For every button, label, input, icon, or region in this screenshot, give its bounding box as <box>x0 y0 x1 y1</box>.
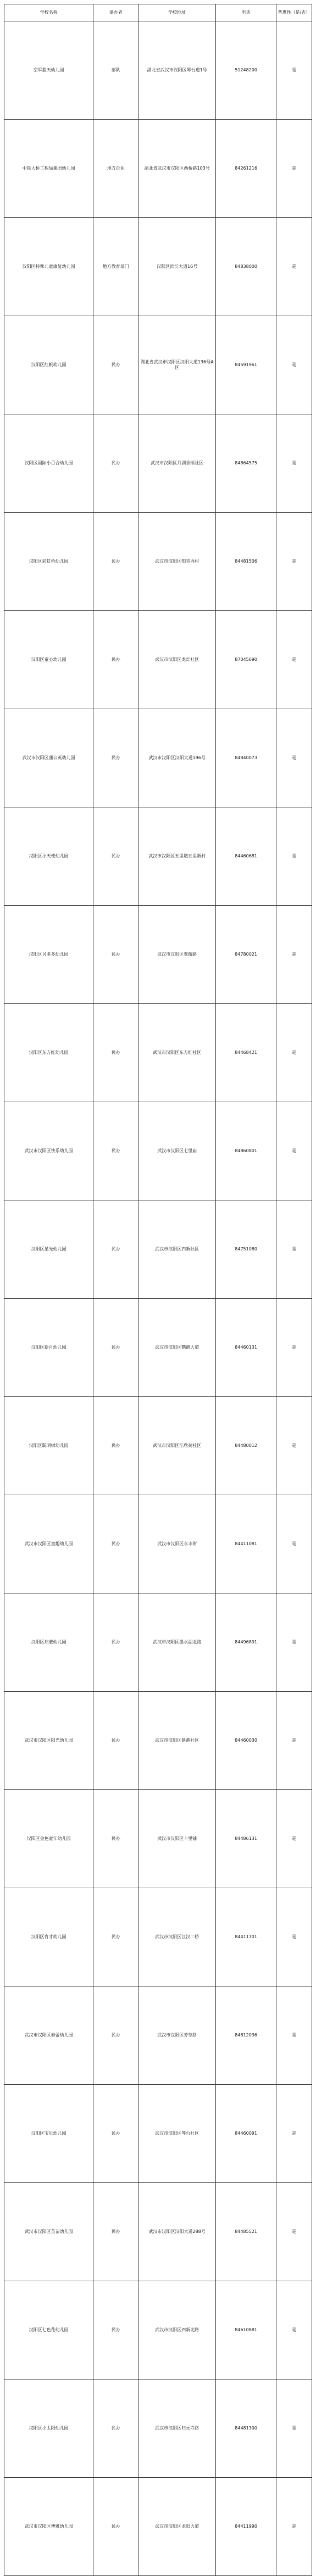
cell-phone: 87045690 <box>216 611 276 709</box>
cell-phone: 84751080 <box>216 1200 276 1299</box>
cell-organizer: 民办 <box>93 1200 138 1299</box>
cell-inclusive: 是 <box>276 906 312 1004</box>
cell-inclusive: 是 <box>276 513 312 611</box>
table-row <box>4 21 312 120</box>
cell-organizer: 民办 <box>93 1102 138 1200</box>
cell-inclusive: 是 <box>276 1495 312 1593</box>
cell-name: 武汉市汉阳区童趣幼儿园 <box>4 1495 93 1593</box>
cell-organizer: 民办 <box>93 2281 138 2379</box>
cell-phone: 84460681 <box>216 807 276 906</box>
cell-name: 武汉市汉阳区博雅幼儿园 <box>4 2478 93 2576</box>
cell-inclusive: 是 <box>276 1986 312 2085</box>
cell-phone: 84460131 <box>216 1299 276 1397</box>
cell-organizer: 民办 <box>93 1888 138 1986</box>
cell-phone: 84411990 <box>216 2478 276 2576</box>
cell-organizer: 民办 <box>93 1004 138 1102</box>
cell-inclusive: 是 <box>276 21 312 120</box>
cell-phone: 84480012 <box>216 1397 276 1495</box>
cell-name: 汉阳区金色童年幼儿园 <box>4 1790 93 1888</box>
cell-phone: 84864575 <box>216 414 276 513</box>
cell-organizer: 民办 <box>93 611 138 709</box>
cell-phone: 84780021 <box>216 906 276 1004</box>
cell-organizer: 民办 <box>93 2478 138 2576</box>
table-row <box>4 611 312 709</box>
cell-inclusive: 是 <box>276 2281 312 2379</box>
cell-inclusive: 是 <box>276 807 312 906</box>
cell-address: 武汉市汉阳区鹦鹉大道 <box>138 1299 216 1397</box>
cell-inclusive: 是 <box>276 1888 312 1986</box>
table-row <box>4 1200 312 1299</box>
cell-inclusive: 是 <box>276 2379 312 2478</box>
table-row <box>4 316 312 414</box>
table-row <box>4 2183 312 2281</box>
cell-name: 汉阳区育才幼儿园 <box>4 1888 93 1986</box>
header-organizer: 举办者 <box>93 4 138 21</box>
cell-phone: 84486131 <box>216 1790 276 1888</box>
cell-address: 武汉市汉阳区建港社区 <box>138 1692 216 1790</box>
cell-inclusive: 是 <box>276 2183 312 2281</box>
header-address: 学校地址 <box>138 4 216 21</box>
table-row <box>4 1888 312 1986</box>
cell-organizer: 地方企业 <box>93 120 138 218</box>
table-row <box>4 2085 312 2183</box>
header-phone: 电话 <box>216 4 276 21</box>
cell-address: 武汉市汉阳区七里庙 <box>138 1102 216 1200</box>
table-row <box>4 2478 312 2576</box>
cell-organizer: 民办 <box>93 2085 138 2183</box>
cell-name: 汉阳区东方红幼儿园 <box>4 1004 93 1102</box>
cell-organizer: 民办 <box>93 709 138 807</box>
cell-organizer: 民办 <box>93 906 138 1004</box>
cell-address: 湖北省武汉市汉阳区西桥路103号 <box>138 120 216 218</box>
table-row <box>4 807 312 906</box>
document <box>4 4 312 2576</box>
cell-name: 武汉市汉阳区阳光幼儿园 <box>4 1692 93 1790</box>
cell-inclusive: 是 <box>276 1397 312 1495</box>
cell-phone: 84496891 <box>216 1593 276 1692</box>
cell-address: 武汉市汉阳区四新社区 <box>138 1200 216 1299</box>
cell-address: 武汉市汉阳区琴台社区 <box>138 2085 216 2183</box>
table-row <box>4 1299 312 1397</box>
cell-name: 武汉市汉阳区快乐幼儿园 <box>4 1102 93 1200</box>
cell-name: 武汉市汉阳区春蕾幼儿园 <box>4 1986 93 2085</box>
cell-organizer: 民办 <box>93 1299 138 1397</box>
table-body <box>4 21 312 2576</box>
cell-address: 湖北省武汉市汉阳区琴台道1号 <box>138 21 216 120</box>
cell-name: 汉阳区新月幼儿园 <box>4 1299 93 1397</box>
table-row <box>4 1397 312 1495</box>
table-row <box>4 1004 312 1102</box>
table-row <box>4 1495 312 1593</box>
cell-inclusive: 是 <box>276 1299 312 1397</box>
cell-address: 武汉市汉阳区龙灯社区 <box>138 611 216 709</box>
table-row <box>4 906 312 1004</box>
cell-address: 湖北省武汉市汉阳区汉阳大道136号A区 <box>138 316 216 414</box>
cell-organizer: 民办 <box>93 513 138 611</box>
cell-name: 汉阳区红帆幼儿园 <box>4 316 93 414</box>
cell-address: 武汉市汉阳区龙阳大道 <box>138 2478 216 2576</box>
cell-name: 汉阳区贝多多幼儿园 <box>4 906 93 1004</box>
cell-phone: 84481300 <box>216 2379 276 2478</box>
table-row <box>4 1986 312 2085</box>
cell-name: 中铁大桥工程局集团幼儿园 <box>4 120 93 218</box>
cell-organizer: 部队 <box>93 21 138 120</box>
cell-organizer: 民办 <box>93 414 138 513</box>
header-row <box>4 4 312 21</box>
cell-phone: 84860801 <box>216 1102 276 1200</box>
table-row <box>4 1593 312 1692</box>
cell-name: 汉阳区小太阳幼儿园 <box>4 2379 93 2478</box>
cell-phone: 84481506 <box>216 513 276 611</box>
cell-inclusive: 是 <box>276 709 312 807</box>
header-name: 学校名称 <box>4 4 93 21</box>
cell-inclusive: 是 <box>276 2085 312 2183</box>
cell-inclusive: 是 <box>276 218 312 316</box>
cell-organizer: 民办 <box>93 2183 138 2281</box>
table-row <box>4 1790 312 1888</box>
cell-address: 武汉市汉阳区江汉二桥 <box>138 1888 216 1986</box>
cell-phone: 84460091 <box>216 2085 276 2183</box>
cell-name: 空军蓝天幼儿园 <box>4 21 93 120</box>
cell-name: 汉阳区聪明树幼儿园 <box>4 1397 93 1495</box>
cell-organizer: 民办 <box>93 1495 138 1593</box>
cell-address: 武汉市汉阳区芳草路 <box>138 1986 216 2085</box>
cell-name: 汉阳区七色花幼儿园 <box>4 2281 93 2379</box>
cell-address: 武汉市汉阳区江欣苑社区 <box>138 1397 216 1495</box>
cell-phone: 84411081 <box>216 1495 276 1593</box>
cell-inclusive: 是 <box>276 316 312 414</box>
cell-inclusive: 是 <box>276 120 312 218</box>
cell-inclusive: 是 <box>276 611 312 709</box>
cell-phone: 84838000 <box>216 218 276 316</box>
cell-address: 汉阳区滨江大道16号 <box>138 218 216 316</box>
cell-phone: 84468421 <box>216 1004 276 1102</box>
cell-address: 武汉市汉阳区翠微路 <box>138 906 216 1004</box>
cell-name: 汉阳区彩虹桥幼儿园 <box>4 513 93 611</box>
table-row <box>4 1102 312 1200</box>
header-inclusive: 普惠性（是/否） <box>276 4 312 21</box>
table-row <box>4 2379 312 2478</box>
cell-address: 武汉市汉阳区东方红社区 <box>138 1004 216 1102</box>
cell-organizer: 民办 <box>93 1692 138 1790</box>
cell-phone: 84485521 <box>216 2183 276 2281</box>
school-table <box>4 4 312 2576</box>
cell-inclusive: 是 <box>276 1790 312 1888</box>
cell-name: 汉阳区国际小百合幼儿园 <box>4 414 93 513</box>
cell-inclusive: 是 <box>276 1692 312 1790</box>
cell-address: 武汉市汉阳区十里铺 <box>138 1790 216 1888</box>
table-row <box>4 709 312 807</box>
table-row <box>4 1692 312 1790</box>
cell-phone: 84840073 <box>216 709 276 807</box>
cell-phone: 84610881 <box>216 2281 276 2379</box>
table-row <box>4 513 312 611</box>
cell-name: 汉阳区星光幼儿园 <box>4 1200 93 1299</box>
cell-name: 汉阳区特殊儿童康复幼儿园 <box>4 218 93 316</box>
cell-phone: 84460030 <box>216 1692 276 1790</box>
cell-organizer: 民办 <box>93 807 138 906</box>
table-row <box>4 120 312 218</box>
table-row <box>4 218 312 316</box>
table-row <box>4 414 312 513</box>
cell-address: 武汉市汉阳区月湖香颂社区 <box>138 414 216 513</box>
cell-organizer: 民办 <box>93 1593 138 1692</box>
cell-phone: 51248200 <box>216 21 276 120</box>
cell-name: 武汉市汉阳区蒲公英幼儿园 <box>4 709 93 807</box>
cell-address: 武汉市汉阳区永丰街 <box>138 1495 216 1593</box>
table-row <box>4 2281 312 2379</box>
cell-inclusive: 是 <box>276 1200 312 1299</box>
cell-name: 汉阳区小天使幼儿园 <box>4 807 93 906</box>
cell-address: 武汉市汉阳区墨水湖北路 <box>138 1593 216 1692</box>
cell-phone: 84812036 <box>216 1986 276 2085</box>
cell-inclusive: 是 <box>276 414 312 513</box>
cell-address: 武汉市汉阳区知音西村 <box>138 513 216 611</box>
cell-name: 汉阳区启蒙幼儿园 <box>4 1593 93 1692</box>
cell-inclusive: 是 <box>276 1593 312 1692</box>
cell-inclusive: 是 <box>276 2478 312 2576</box>
cell-address: 武汉市汉阳区汉阳大道196号 <box>138 709 216 807</box>
cell-name: 武汉市汉阳区苗苗幼儿园 <box>4 2183 93 2281</box>
cell-address: 武汉市汉阳区五里墩五里新村 <box>138 807 216 906</box>
cell-organizer: 地方教育部门 <box>93 218 138 316</box>
cell-organizer: 民办 <box>93 1986 138 2085</box>
cell-address: 武汉市汉阳区汉阳大道288号 <box>138 2183 216 2281</box>
cell-inclusive: 是 <box>276 1102 312 1200</box>
cell-name: 汉阳区童心幼儿园 <box>4 611 93 709</box>
cell-organizer: 民办 <box>93 1790 138 1888</box>
cell-phone: 84411701 <box>216 1888 276 1986</box>
cell-organizer: 民办 <box>93 316 138 414</box>
cell-address: 武汉市汉阳区四新北路 <box>138 2281 216 2379</box>
cell-organizer: 民办 <box>93 1397 138 1495</box>
cell-name: 汉阳区宝贝幼儿园 <box>4 2085 93 2183</box>
cell-inclusive: 是 <box>276 1004 312 1102</box>
cell-phone: 84261216 <box>216 120 276 218</box>
cell-phone: 84591961 <box>216 316 276 414</box>
cell-organizer: 民办 <box>93 2379 138 2478</box>
cell-address: 武汉市汉阳区归元寺路 <box>138 2379 216 2478</box>
